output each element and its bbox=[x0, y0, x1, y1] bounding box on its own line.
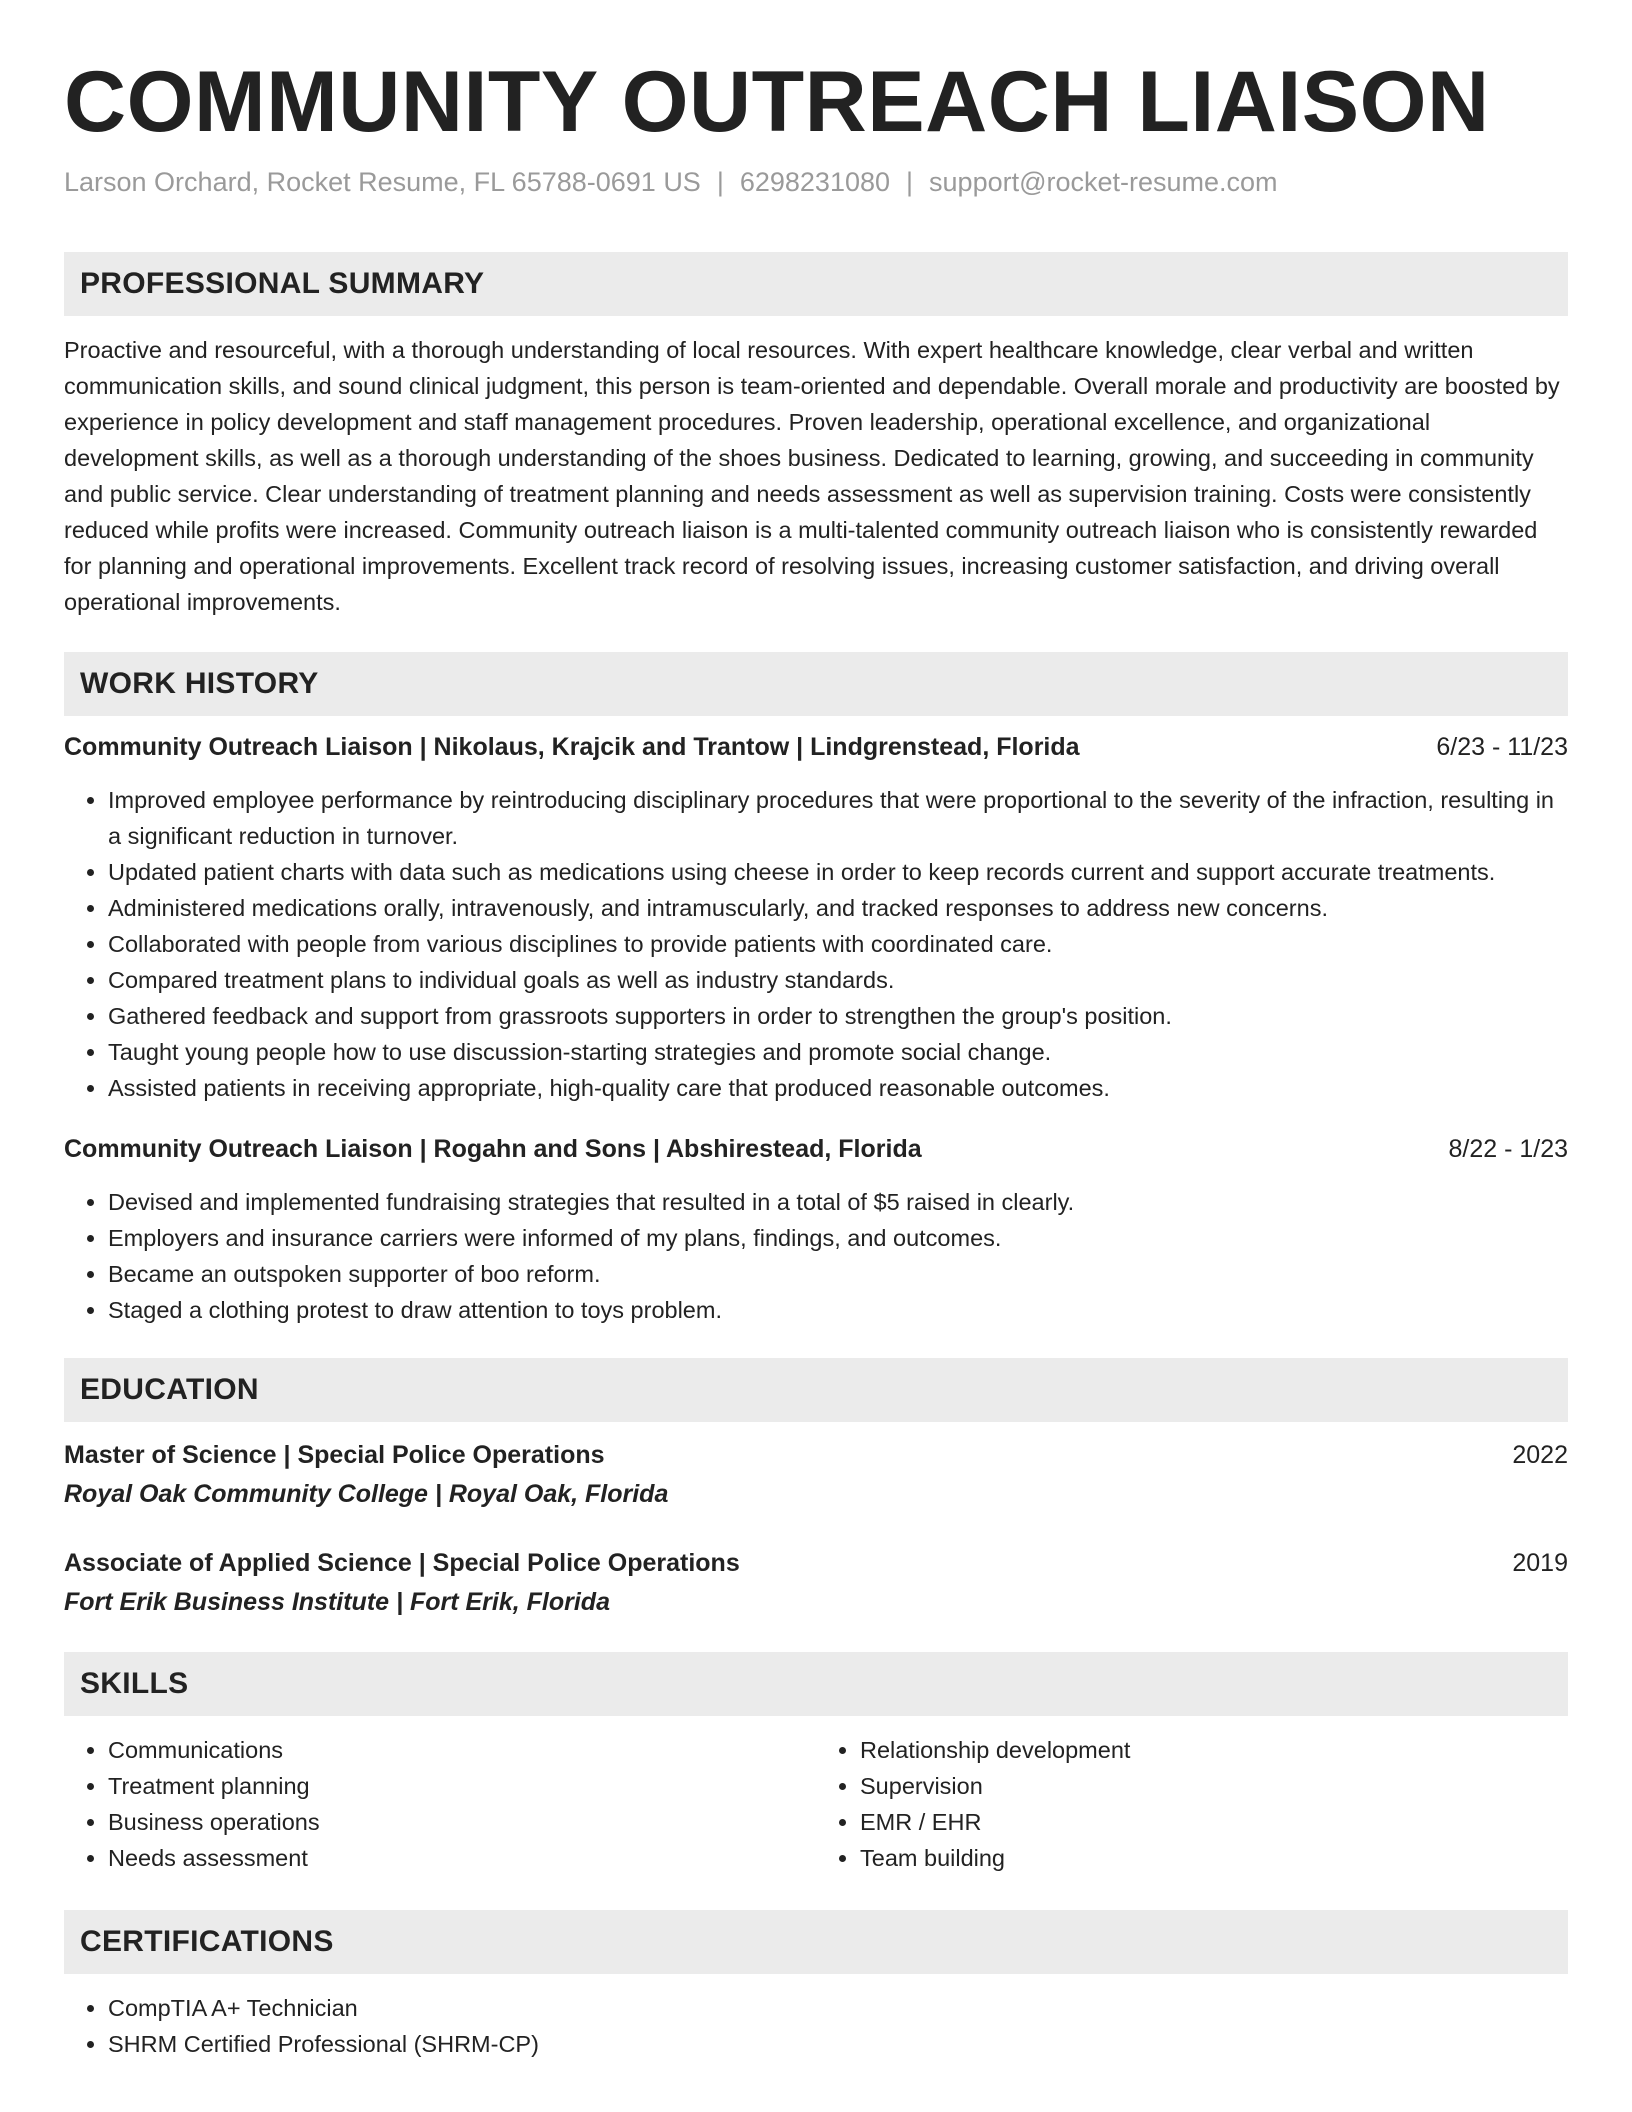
contact-separator: | bbox=[906, 167, 914, 197]
summary-section-header: PROFESSIONAL SUMMARY bbox=[64, 252, 1568, 316]
contact-separator: | bbox=[716, 167, 724, 197]
education-entry bbox=[64, 1546, 1568, 1620]
resume-name: COMMUNITY OUTREACH LIAISON bbox=[64, 54, 1490, 150]
job-entry bbox=[64, 730, 1568, 1106]
job-title: Community Outreach Liaison | Nikolaus, Krajcik and Trantow | Lindgrenstead, Florida bbox=[64, 733, 1080, 761]
education-degree: Associate of Applied Science | Special Police Operations bbox=[64, 1549, 740, 1577]
education-section-header: EDUCATION bbox=[64, 1358, 1568, 1422]
skills-column-right bbox=[816, 1732, 1568, 1876]
contact-phone: 6298231080 bbox=[739, 167, 891, 197]
job-bullet: • Staged a clothing protest to draw attention to toys problem. bbox=[108, 1292, 1568, 1328]
contact-email: support@rocket-resume.com bbox=[929, 167, 1278, 197]
education-year: 2022 bbox=[1512, 1441, 1568, 1469]
job-bullet: • Devised and implemented fundraising strategies that resulted in a total of $5 raised in clearly. bbox=[108, 1184, 1568, 1220]
skill-item: • EMR / EHR bbox=[860, 1804, 1568, 1840]
job-entry bbox=[64, 1132, 1568, 1328]
skill-item: • Team building bbox=[860, 1840, 1568, 1876]
skills-column-left bbox=[64, 1732, 816, 1876]
skill-item: • Supervision bbox=[860, 1768, 1568, 1804]
job-bullets bbox=[64, 1184, 1568, 1328]
summary-text: Proactive and resourceful, with a thorough understanding of local resources. With expert healthcare knowledge, clear verbal and written communication skills, and sound clinical judgment, this person is team-oriented and dependable. Overall morale and productivity are boosted by experience in policy development and staff management procedures. Proven leadership, operational excellence, and organizational development skills, as well as a thorough understanding of the shoes business. Dedicated to learning, growing, and succeeding in community and public service. Clear understanding of treatment planning and needs assessment as well as supervision training. Costs were consistently reduced while profits were increased. Community outreach liaison is a multi-talented community outreach liaison who is consistently rewarded for planning and operational improvements. Excellent track record of resolving issues, increasing customer satisfaction, and driving overall operational improvements. bbox=[64, 337, 1560, 615]
contact-line bbox=[64, 164, 1568, 200]
education-school: Royal Oak Community College | Royal Oak, Florida bbox=[64, 1480, 669, 1508]
education-year: 2019 bbox=[1512, 1549, 1568, 1577]
job-bullet: • Administered medications orally, intravenously, and intramuscularly, and tracked responses to address new concerns. bbox=[108, 890, 1568, 926]
contact-address: Larson Orchard, Rocket Resume, FL 65788-0691 US bbox=[64, 167, 701, 197]
certification-item: • CompTIA A+ Technician bbox=[108, 1990, 1568, 2026]
skill-item: • Communications bbox=[108, 1732, 816, 1768]
skill-item: • Relationship development bbox=[860, 1732, 1568, 1768]
certifications-section-header: CERTIFICATIONS bbox=[64, 1910, 1568, 1974]
education-entry bbox=[64, 1438, 1568, 1512]
job-bullet: • Gathered feedback and support from grassroots supporters in order to strengthen the group's position. bbox=[108, 998, 1568, 1034]
job-bullet: • Taught young people how to use discussion-starting strategies and promote social change. bbox=[108, 1034, 1568, 1070]
certification-item: • SHRM Certified Professional (SHRM-CP) bbox=[108, 2026, 1568, 2062]
job-title: Community Outreach Liaison | Rogahn and Sons | Abshirestead, Florida bbox=[64, 1135, 922, 1163]
job-bullet: • Improved employee performance by reintroducing disciplinary procedures that were proportional to the severity of the infraction, resulting in a significant reduction in turnover. bbox=[108, 782, 1568, 854]
skill-item: • Needs assessment bbox=[108, 1840, 816, 1876]
job-bullet: • Collaborated with people from various disciplines to provide patients with coordinated care. bbox=[108, 926, 1568, 962]
certifications-list bbox=[64, 1990, 1568, 2062]
job-bullet: • Became an outspoken supporter of boo reform. bbox=[108, 1256, 1568, 1292]
education-heading-row bbox=[64, 1546, 1568, 1580]
skills-list bbox=[64, 1732, 1568, 1876]
education-school: Fort Erik Business Institute | Fort Erik, Florida bbox=[64, 1588, 610, 1616]
skills-section-header: SKILLS bbox=[64, 1652, 1568, 1716]
job-heading-row bbox=[64, 730, 1568, 764]
job-dates: 8/22 - 1/23 bbox=[1448, 1135, 1568, 1163]
skill-item: • Treatment planning bbox=[108, 1768, 816, 1804]
job-bullet: • Updated patient charts with data such as medications using cheese in order to keep records current and support accurate treatments. bbox=[108, 854, 1568, 890]
skill-item: • Business operations bbox=[108, 1804, 816, 1840]
work-section-header: WORK HISTORY bbox=[64, 652, 1568, 716]
job-bullet: • Assisted patients in receiving appropriate, high-quality care that produced reasonable outcomes. bbox=[108, 1070, 1568, 1106]
education-heading-row bbox=[64, 1438, 1568, 1472]
education-degree: Master of Science | Special Police Operations bbox=[64, 1441, 605, 1469]
resume-page bbox=[64, 50, 1568, 2062]
job-bullets bbox=[64, 782, 1568, 1106]
job-dates: 6/23 - 11/23 bbox=[1436, 733, 1568, 761]
job-bullet: • Compared treatment plans to individual goals as well as industry standards. bbox=[108, 962, 1568, 998]
job-heading-row bbox=[64, 1132, 1568, 1166]
job-bullet: • Employers and insurance carriers were informed of my plans, findings, and outcomes. bbox=[108, 1220, 1568, 1256]
